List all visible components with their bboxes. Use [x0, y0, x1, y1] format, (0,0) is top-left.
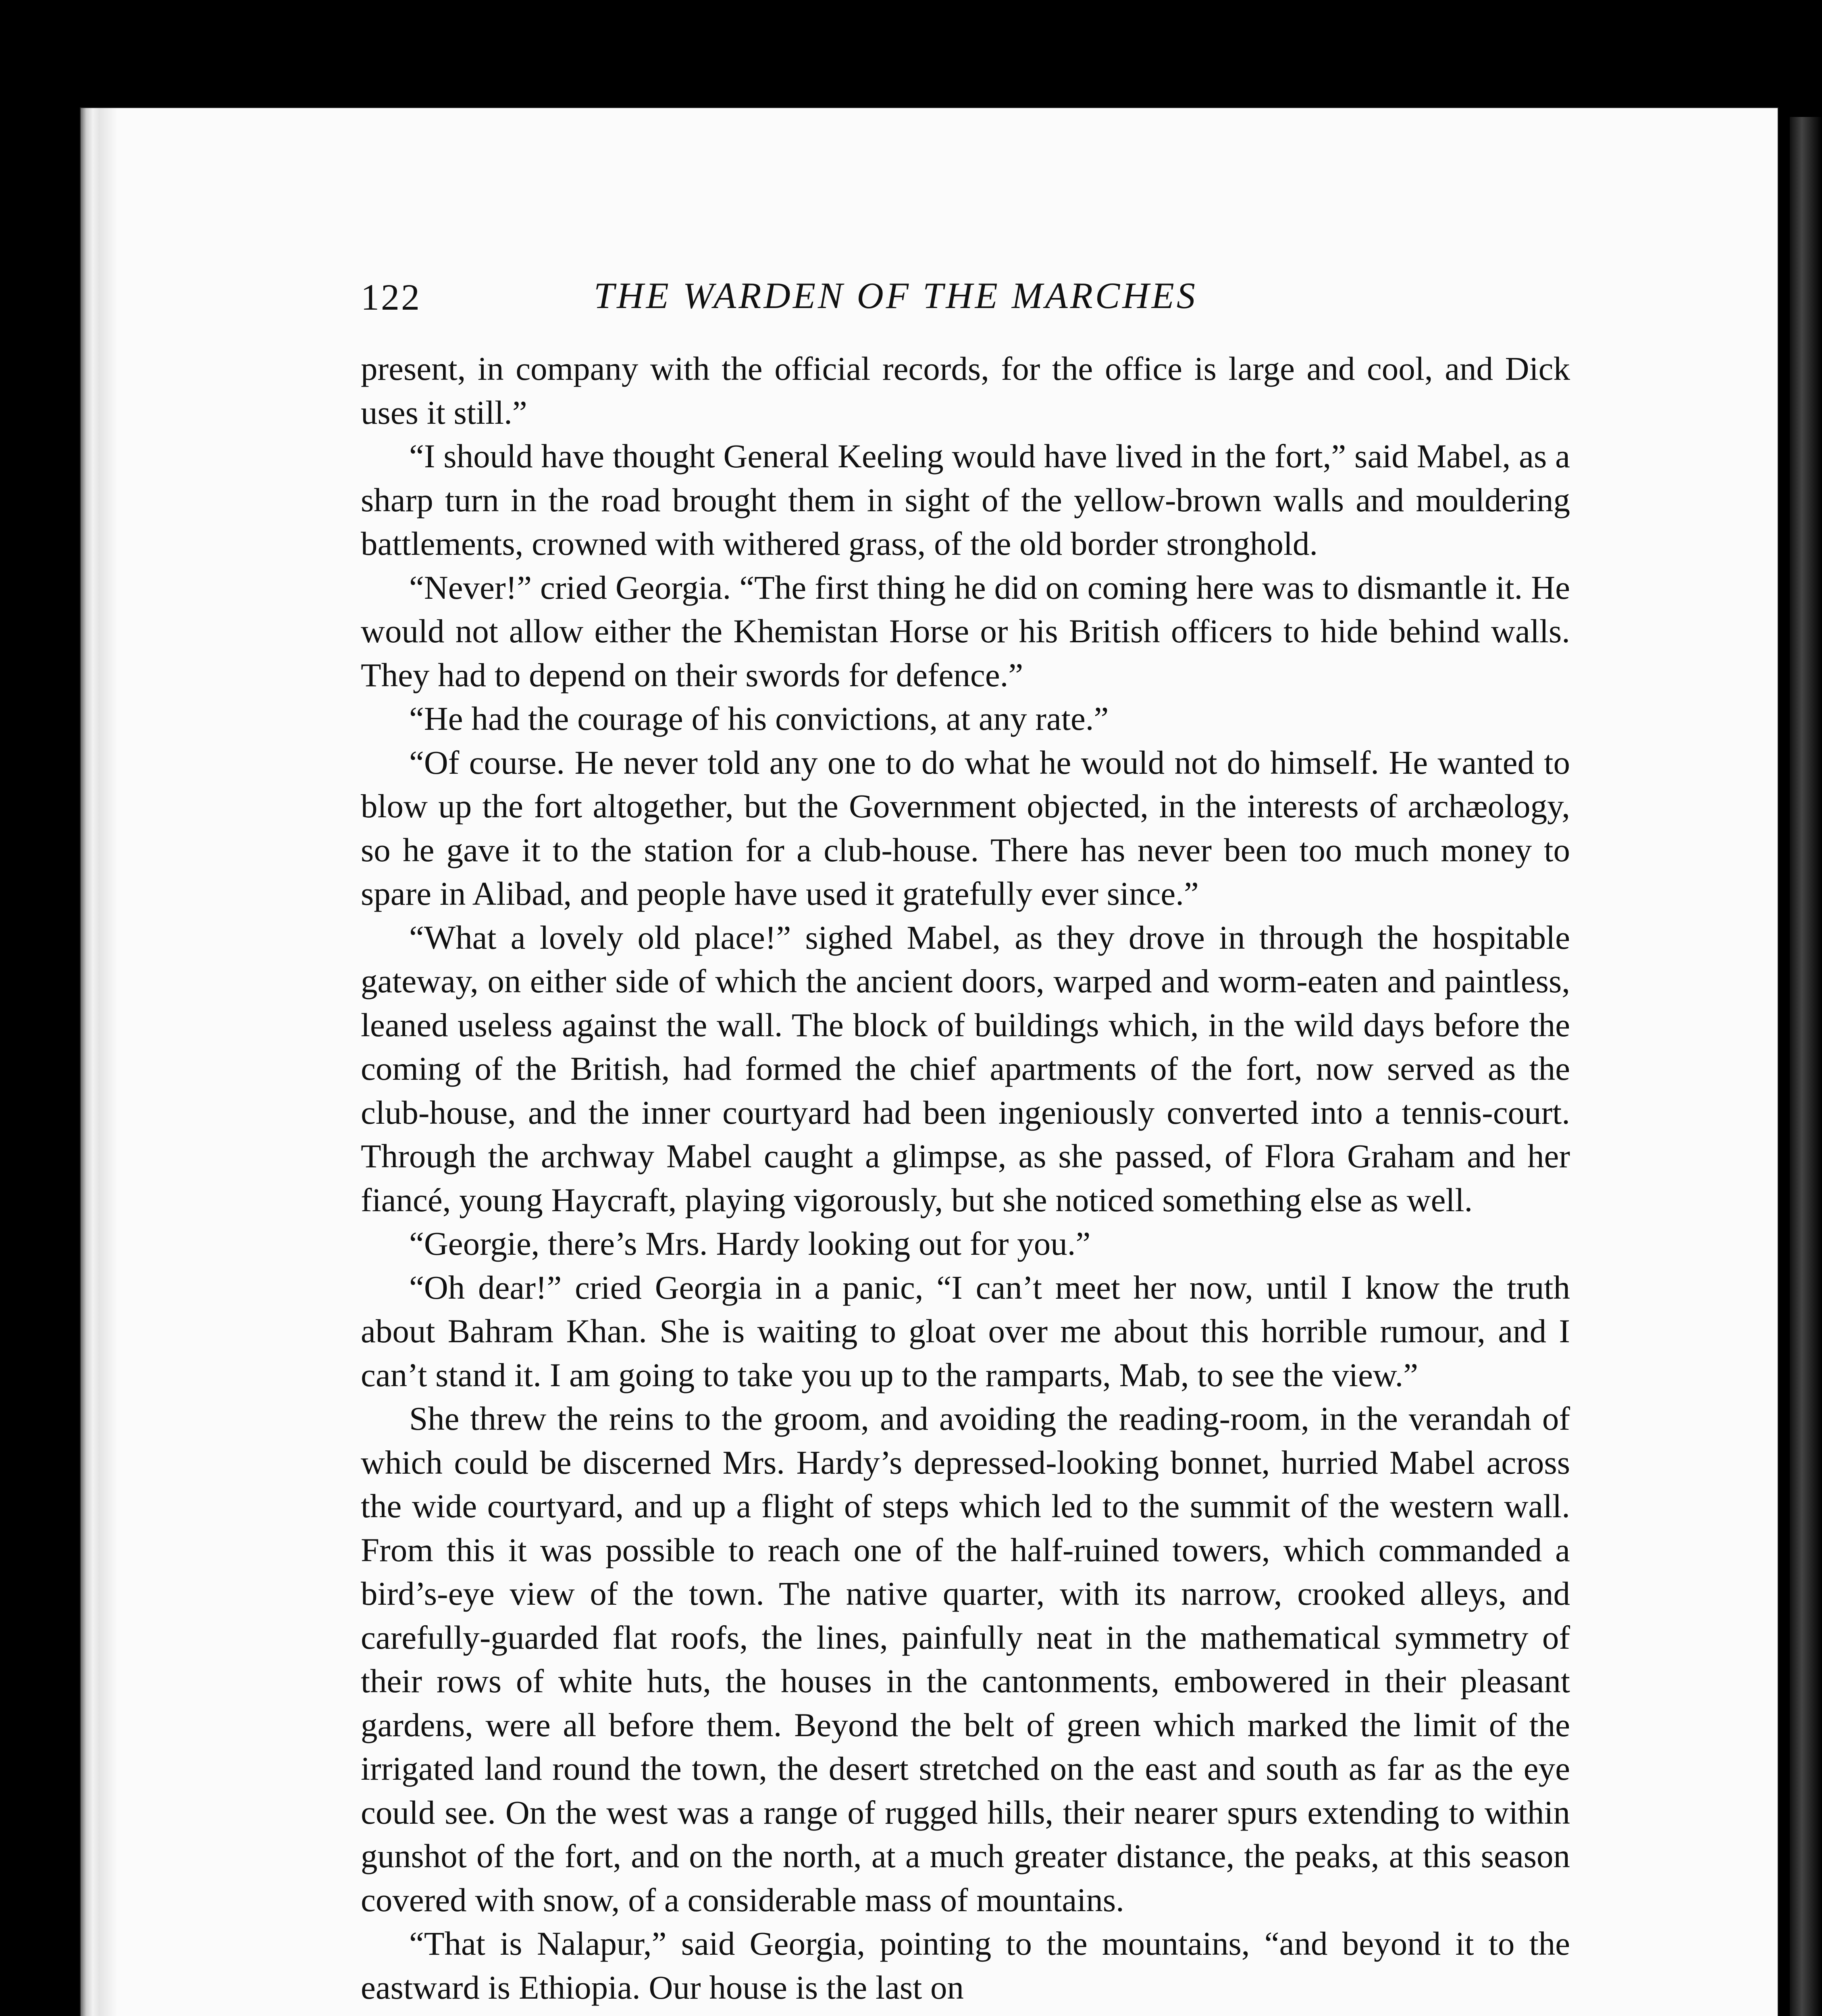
paragraph: present, in company with the official records, for the office is large and cool, and Dick uses it still.” [361, 350, 1570, 431]
page-number: 122 [361, 277, 421, 318]
paragraph: “Oh dear!” cried Georgia in a panic, “I can’t meet her now, until I know the truth about Bahram Khan. She is waiting to gloat over me about this horrible rumour, and I can’t stand it. I am going to take you up to the ramparts, Mab, to see the view.” [361, 1268, 1570, 1393]
paragraph: “Of course. He never told any one to do what he would not do himself. He wanted to blow up the fort altogether, but the Government objected, in the interests of archæology, so he gave it to the station for a club-house. There has never been too much money to spare in Alibad, and people have used it gratefully ever since.” [361, 744, 1570, 912]
adjacent-page-edge [1790, 117, 1822, 2016]
running-title: THE WARDEN OF THE MARCHES [594, 275, 1198, 316]
paragraph: She threw the reins to the groom, and avoiding the reading-room, in the verandah of which could be discerned Mrs. Hardy’s depressed-looking bonnet, hurried Mabel across the wide courtyard, and up a flight of steps which led to the summit of the western wall. From this it was possible to reach one of the half-ruined towers, which commanded a bird’s-eye view of the town. The native quarter, with its narrow, crooked alleys, and carefully-guarded flat roofs, the lines, painfully neat in the mathematical symmetry of their rows of white huts, the houses in the cantonments, embowered in their pleasant gardens, were all before them. Beyond the belt of green which marked the limit of the irrigated land round the town, the desert stretched on the east and south as far as the eye could see. On the west was a range of rugged hills, their nearer spurs extending to within gunshot of the fort, and on the north, at a much greater distance, the peaks, at this season covered with snow, of a considerable mass of mountains. [361, 1400, 1570, 1918]
paragraph: “That is Nalapur,” said Georgia, pointing to the mountains, “and beyond it to the eastward is Ethiopia. Our house is the last on [361, 1925, 1570, 2006]
page-binding-edge [81, 108, 117, 2016]
page-header [361, 276, 1570, 320]
paragraph: “What a lovely old place!” sighed Mabel, as they drove in through the hospitable gateway, on either side of which the ancient doors, warped and worm-eaten and paintless, leaned useless against the wall. The block of buildings which, in the wild days before the coming of the British, had formed the chief apartments of the fort, now served as the club-house, and the inner courtyard had been ingeniously converted into a tennis-court. Through the archway Mabel caught a glimpse, as she passed, of Flora Graham and her fiancé, young Haycraft, playing vigorously, but she noticed something else as well. [361, 918, 1570, 1218]
paragraph: “Never!” cried Georgia. “The first thing he did on coming here was to dismantle it. He would not allow either the Khemistan Horse or his British officers to hide behind walls. They had to depend on their swords for defence.” [361, 569, 1570, 694]
paragraph: “I should have thought General Keeling would have lived in the fort,” said Mabel, as a sharp turn in the road brought them in sight of the yellow-brown walls and mouldering battlements, crowned with withered grass, of the old border stronghold. [361, 437, 1570, 562]
paragraph: “He had the courage of his convictions, at any rate.” [409, 700, 1109, 737]
paragraph: “Georgie, there’s Mrs. Hardy looking out for you.” [409, 1225, 1091, 1262]
body-text [361, 347, 1570, 2009]
